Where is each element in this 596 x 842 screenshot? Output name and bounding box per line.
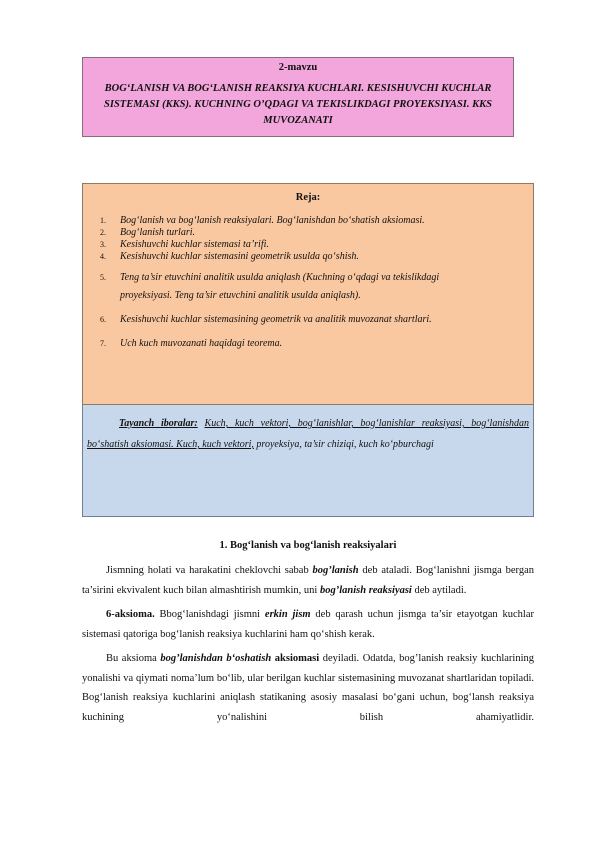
plan-item-number: 1. bbox=[100, 216, 106, 225]
topic-title-box bbox=[82, 57, 514, 137]
paragraph-1 bbox=[82, 561, 534, 600]
keywords-underlined: Kuch, kuch vektori, bog‘lanishlar, bog‘lanishlar reaksiyasi, bog‘lanishdan bo‘shatish aksiomasi. Kuch, kuch vektori, bbox=[87, 418, 529, 450]
keywords-rest: proyeksiya, ta’sir chiziqi, kuch ko‘pburchagi bbox=[256, 439, 434, 450]
plan-item-text: Kesishuvchi kuchlar sistemasi ta’rifi. bbox=[120, 239, 269, 250]
plan-item-number: 7. bbox=[100, 339, 106, 348]
plan-item-number: 2. bbox=[100, 228, 106, 237]
term-boshatish: bog’lanishdan b‘oshatish bbox=[160, 653, 272, 664]
plan-list bbox=[83, 215, 533, 353]
text: deb qarash uchun jismga ta’sir etayotgan kuchlar sistemasi qatoriga bog‘lanish reaksiya kuchlarini ham qo‘shish kerak. bbox=[82, 609, 534, 640]
plan-item-text: Uch kuch muvozanati haqidagi teorema. bbox=[120, 338, 283, 349]
topic-heading: BOG‘LANISH VA BOG‘LANISH REAKSIYA KUCHLARI. KESISHUVCHI KUCHLAR SISTEMASI (KKS). KUCHNING O’QDAGI VA TEKISLIKDAGI PROYEKSIYASI. KKS MUVOZANATI bbox=[104, 83, 492, 126]
plan-title: Reja: bbox=[295, 192, 321, 203]
keywords-label: Tayanch iboralar: bbox=[119, 418, 198, 429]
plan-item-number: 6. bbox=[100, 315, 106, 324]
axiom-label: 6-aksioma. bbox=[106, 609, 155, 620]
plan-item-text: Bog‘lanish turlari. bbox=[120, 227, 196, 238]
term-reaksiya: bog’lanish reaksiyasi bbox=[319, 584, 412, 596]
text: Jismning holati va harakatini cheklovchi sabab bbox=[106, 565, 313, 576]
plan-item-number: 4. bbox=[100, 252, 106, 261]
keywords-box bbox=[82, 405, 534, 517]
text: Bu aksioma bbox=[106, 653, 161, 664]
plan-item-text: Teng ta’sir etuvchini analitik usulda aniqlash (Kuchning o‘qdagi va tekislikdagi proyeksiyasi. Teng ta’sir etuvchini analitik usulda aniqlash). bbox=[120, 272, 440, 301]
plan-item bbox=[83, 251, 533, 263]
text: Bbog‘lanishdagi jismni bbox=[154, 609, 265, 620]
keywords-paragraph bbox=[87, 413, 529, 455]
text: deb ataladi. Bog‘lanishni jismga bergan ta’sirini ekvivalent kuch bilan almashtirish mumkin, uni bbox=[82, 565, 534, 596]
text: deb aytiladi. bbox=[411, 584, 467, 596]
plan-item-text: Bog‘lanish va bog‘lanish reaksiyalari. Bog‘lanishdan bo‘shatish aksiomasi. bbox=[120, 215, 425, 226]
plan-item-number: 5. bbox=[100, 273, 106, 282]
plan-item-number: 3. bbox=[100, 240, 106, 249]
term-bog-lanish: bog’lanish bbox=[312, 565, 359, 576]
section-heading: 1. Bog‘lanish va bog‘lanish reaksiyalari bbox=[219, 540, 397, 551]
term-aksiomasi: aksiomasi bbox=[271, 653, 320, 664]
plan-item bbox=[83, 215, 533, 227]
main-content bbox=[82, 540, 534, 732]
plan-item bbox=[83, 335, 533, 353]
plan-item bbox=[83, 227, 533, 239]
plan-box bbox=[82, 183, 534, 405]
paragraph-3 bbox=[82, 649, 534, 727]
text: deyiladi. Odatda, bog’lanish reaksiy kuchlarining yonalishi va qiymati noma’lum bo‘lib, ular berilgan kuchlar sistemasining muvozanat shartlaridan topiladi. Bog‘lanish reaksiya kuchlarini aniqlash statikaning asosiy masalasi bo‘gani uchun, bog‘lansh reaksiya kuchining yo‘nalishini bilish ahamiyatlidir. bbox=[82, 653, 534, 723]
plan-item-text: Kesishuvchi kuchlar sistemasining geometrik va analitik muvozanat shartlari. bbox=[120, 314, 432, 325]
plan-item bbox=[83, 239, 533, 251]
term-erkin-jism: erkin jism bbox=[264, 609, 311, 620]
paragraph-2 bbox=[82, 605, 534, 644]
plan-item bbox=[83, 269, 533, 305]
topic-number: 2-mavzu bbox=[278, 62, 318, 73]
plan-item-text: Kesishuvchi kuchlar sistemasini geometrik usulda qo‘shish. bbox=[120, 251, 359, 262]
plan-item bbox=[83, 311, 533, 329]
